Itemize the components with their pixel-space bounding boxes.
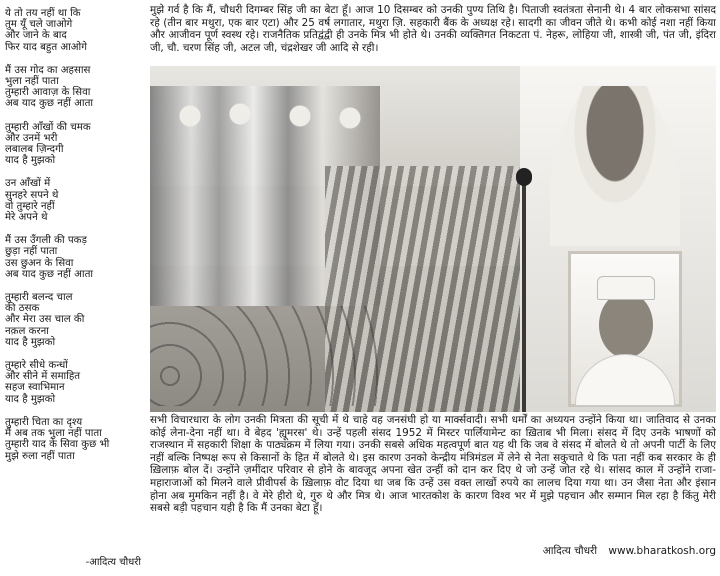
poem-stanza-7 bbox=[5, 360, 145, 405]
poem-line: तुम्हारी आवाज़ के सिवा bbox=[5, 87, 91, 99]
poem-line: की ठसक bbox=[5, 303, 40, 315]
poem-line: और मेरा उस चाल की bbox=[5, 314, 85, 326]
poem-line: और जाने के बाद bbox=[5, 30, 67, 42]
poem-line: सहज स्वाभिमान bbox=[5, 382, 65, 394]
poem-line: तुम यूँ चले जाओगे bbox=[5, 19, 73, 31]
portrait-cap bbox=[597, 276, 655, 300]
poem-stanza-3 bbox=[5, 122, 145, 167]
credit-author: आदित्य चौधरी bbox=[542, 545, 598, 557]
poem-line: सुनहरे सपने थे bbox=[5, 189, 59, 201]
poem-line: नक़ल करना bbox=[5, 325, 49, 337]
poem-stanza-5 bbox=[5, 235, 145, 280]
poem-stanza-6 bbox=[5, 292, 145, 348]
poem-line: तुम्हारी आँखों की चमक bbox=[5, 121, 91, 133]
poem-line: अब याद कुछ नहीं आता bbox=[5, 98, 94, 110]
poem-line: छुड़ा नहीं पाता bbox=[5, 246, 58, 258]
poem-stanza-4 bbox=[5, 178, 145, 223]
poem-line: तुम्हारे सीधे कन्धों bbox=[5, 360, 68, 372]
poem-line: अब याद कुछ नहीं आता bbox=[5, 268, 94, 280]
portrait-face bbox=[599, 292, 653, 358]
poem-line: मैं उस उँगली की पकड़ bbox=[5, 235, 87, 247]
poem-stanza-1 bbox=[5, 8, 145, 53]
poem-line: तुम्हारी चिता का दृश्य bbox=[5, 416, 83, 428]
poem-line: लबालब ज़िन्दगी bbox=[5, 144, 64, 156]
credit-website[interactable]: www.bharatkosh.org bbox=[608, 545, 716, 557]
poem-line: ये तो तय नहीं था कि bbox=[5, 8, 81, 19]
poem-stanza-2 bbox=[5, 65, 145, 110]
intro-paragraph: मुझे गर्व है कि मैं, चौधरी दिगम्बर सिंह जी का बेटा हूँ। आज 10 दिसम्बर को उनकी पुण्य तिथि है। पिताजी स्वतंत्रता सेनानी थे। 4 बार लोकसभा सांसद रहे (तीन बार मथुरा, एक बार एटा) और 25 वर्ष लगातार, मथुरा ज़ि. सहकारी बैंक के अध्यक्ष रहे। सादगी का जीवन जीते थे। कभी कोई नशा नहीं किया और आजीवन पूर्ण स्वस्थ रहे। राजनैतिक प्रतिद्वंद्वी ही उनके मित्र भी होते थे। उनकी व्यक्तिगत निकटता पं. नेहरू, लोहिया जी, शास्त्री जी, पंत जी, इंदिरा जी, चौ. चरण सिंह जी, अटल जी, चंद्रशेखर जी आदि से रही। bbox=[150, 4, 716, 54]
poem-signature: -आदित्य चौधरी bbox=[85, 556, 141, 568]
poem-stanza-8 bbox=[5, 417, 145, 462]
poem-line: फिर याद बहुत आओगे bbox=[5, 41, 87, 53]
photo-cyclists bbox=[150, 306, 380, 406]
poem-line: याद है मुझको bbox=[5, 155, 56, 167]
photo-speaker bbox=[550, 86, 680, 246]
poem-line: उन आँखों में bbox=[5, 178, 51, 190]
microphone-icon bbox=[516, 168, 532, 186]
poem-line: वो तुम्हारे नहीं bbox=[5, 200, 55, 212]
poem-line: तुम्हारी बलन्द चाल bbox=[5, 292, 73, 304]
photo-collage bbox=[150, 66, 716, 412]
poem-line: और उनमें भरी bbox=[5, 132, 58, 144]
credit-line bbox=[482, 544, 716, 560]
poem-line: और सीने में समाहित bbox=[5, 371, 81, 383]
poem-line: मैं उस गोद का अहसास bbox=[5, 64, 91, 76]
biography-paragraph: सभी विचारधारा के लोग उनकी मित्रता की सूची में थे चाहे वह जनसंघी हो या मार्क्सवादी। सभी धर्मों का अध्ययन उन्होंने किया था। जातिवाद से उनका कोई लेना-देना नहीं था। वे बेहद 'ह्यूमरस' थे। उन्हें पहली संसद 1952 में मिस्टर पार्लियामेन्ट का ख़िताब भी मिला। संसद में दिए उनके भाषणों को राजस्थान में सहकारी शिक्षा के पाठ्यक्रम में लिया गया। उनकी सबसे अधिक महत्वपूर्ण बात यह थी कि जब वे संसद में बोलते थे तो अपनी पार्टी के लिए नहीं बल्कि निष्पक्ष रूप से किसानों के हित में बोलते थे। इस कारण उनको केन्द्रीय मंत्रिमंडल में लेने से नेता सकुचाते थे कि पता नहीं कब सरकार के ही ख़िलाफ़ बोल दें। उन्होंने ज़मींदार परिवार से होने के बावजूद अपना खेत उन्हीं को दान कर दिए थे जो उन्हें जोत रहे थे। सांसद काल में उन्होंने राजा-महाराजाओं को मिलने वाले प्रीवीपर्स के ख़िलाफ़ वोट दिया था जब कि उन्हें उस वक्त लाखों रुपये का लालच दिया गया था। उन जैसा नेता और इंसान होना अब मुमकिन नहीं है। वे मेरे हीरो थे, गुरु थे और मित्र थे। आज भारतकोश के कारण विश्व भर में मुझे पहचान और सम्मान मिल रहा है किंतु मेरी सबसे बड़ी पहचान यही है कि मैं उनका बेटा हूँ। bbox=[150, 414, 716, 515]
poem-line: मैं अब तक भुला नहीं पाता bbox=[5, 428, 102, 440]
portrait-body bbox=[575, 354, 675, 406]
poem-line: मेरे अपने थे bbox=[5, 212, 48, 224]
microphone-stand bbox=[522, 176, 526, 412]
poem-line: मुझे रुला नहीं पाता bbox=[5, 450, 75, 462]
portrait-photo bbox=[568, 251, 682, 407]
poem-line: तुम्हारी याद के सिवा कुछ भी bbox=[5, 439, 110, 451]
poem-line: याद है मुझको bbox=[5, 393, 56, 405]
poem-column bbox=[5, 8, 145, 568]
poem-line: भुला नहीं पाता bbox=[5, 76, 59, 88]
poem-line: याद है मुझको bbox=[5, 336, 56, 348]
poem-line: उस छुअन के सिवा bbox=[5, 257, 74, 269]
